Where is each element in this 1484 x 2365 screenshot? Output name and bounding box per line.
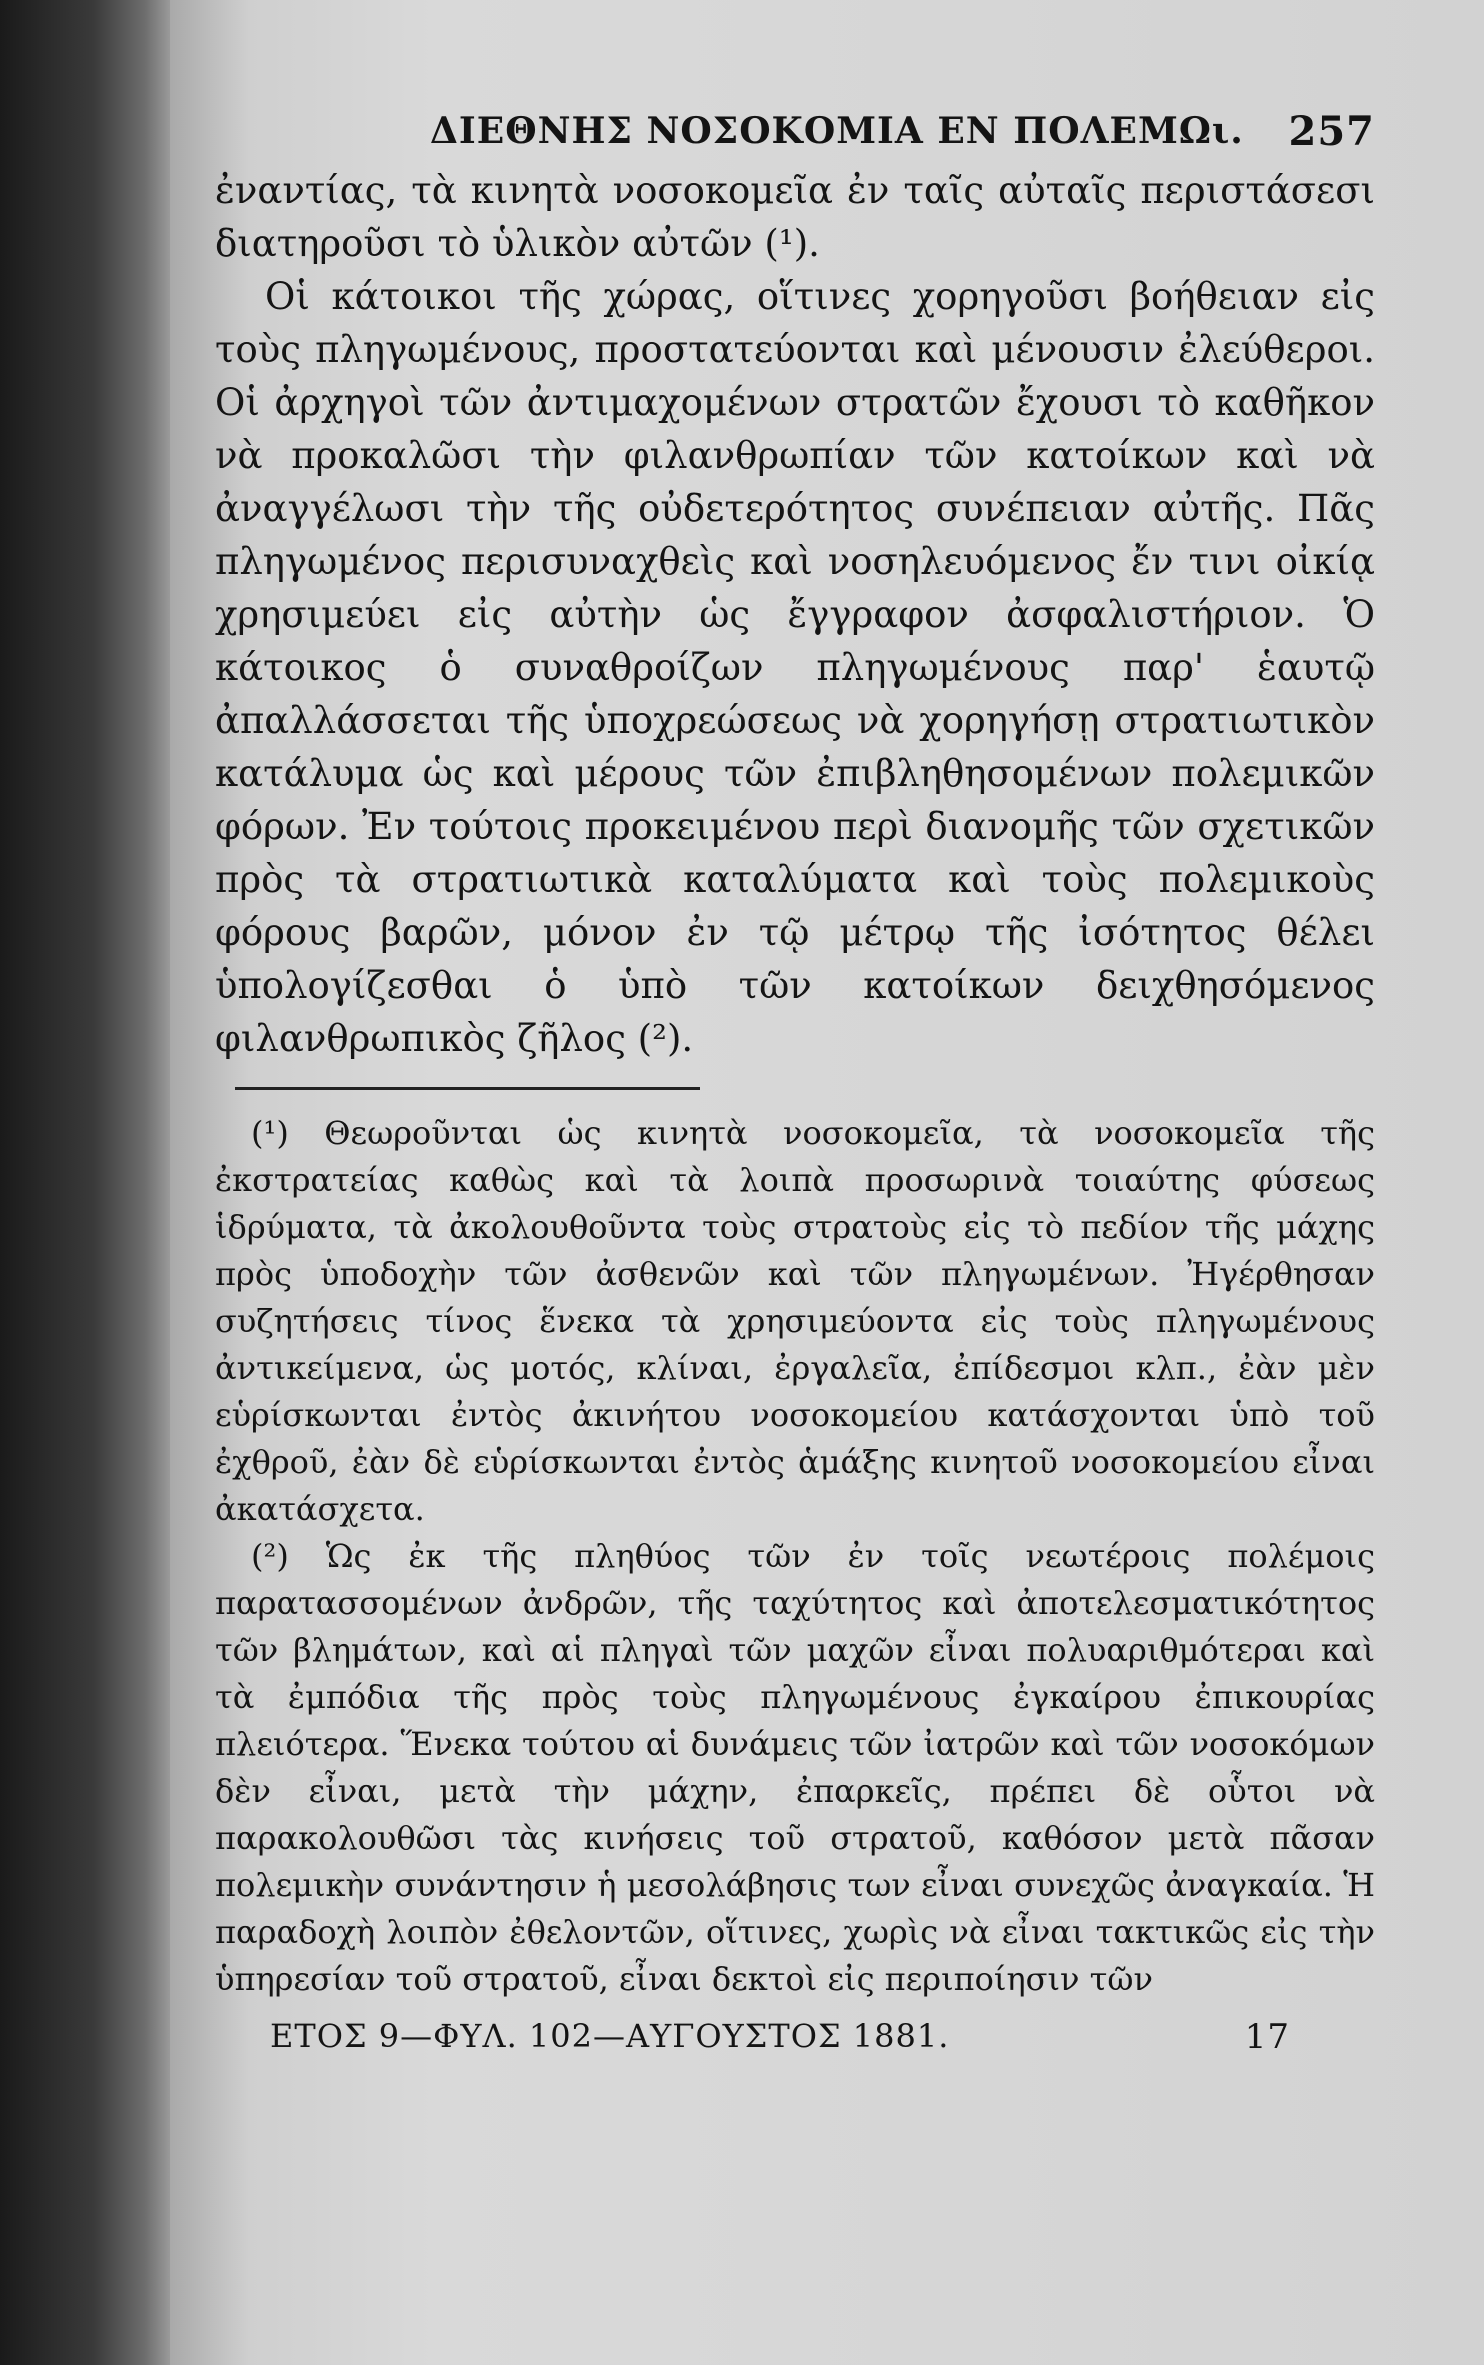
footnote: (¹) Θεωροῦνται ὡς κινητὰ νοσοκομεῖα, τὰ νοσοκομεῖα τῆς ἐκστρατείας καθὼς καὶ τὰ λοιπὰ προσωρινὰ τοιαύτης φύσεως ἱδρύματα, τὰ ἀκολουθοῦντα τοὺς στρατοὺς εἰς τὸ πεδίον τῆς μάχης πρὸς ὑποδοχὴν τῶν ἀσθενῶν καὶ τῶν πληγωμένων. Ἠγέρθησαν συζητήσεις τίνος ἕνεκα τὰ χρησιμεύοντα εἰς τοὺς πληγωμένους ἀντικείμενα, ὡς μοτός, κλίναι, ἐργαλεῖα, ἐπίδεσμοι κλπ., ἐὰν μὲν εὑρίσκωνται ἐντὸς ἀκινήτου νοσοκομείου κατάσχονται ὑπὸ τοῦ ἐχθροῦ, ἐὰν δὲ εὑρίσκωνται ἐντὸς ἁμάξης κινητοῦ νοσοκομείου εἶναι ἀκατάσχετα. <box>215 1114 1375 1528</box>
running-title: ΔΙΕΘΝΗΣ ΝΟΣΟΚΟΜΙΑ ΕΝ ΠΟΛΕΜΩι. <box>430 110 1244 152</box>
text-block <box>215 100 1375 2067</box>
signature-line: ΕΤΟΣ 9—ΦΥΛ. 102—ΑΥΓΟΥΣΤΟΣ 1881. <box>270 2017 950 2055</box>
footnote: (²) Ὡς ἐκ τῆς πληθύος τῶν ἐν τοῖς νεωτέροις πολέμοις παρατασσομένων ἀνδρῶν, τῆς ταχύτητος καὶ ἀποτελεσματικότητος τῶν βλημάτων, καὶ αἱ πληγαὶ τῶν μαχῶν εἶναι πολυαριθμότεραι καὶ τὰ ἐμπόδια τῆς πρὸς τοὺς πληγωμένους ἐγκαίρου ἐπικουρίας πλειότερα. Ἕνεκα τούτου αἱ δυνάμεις τῶν ἰατρῶν καὶ τῶν νοσοκόμων δὲν εἶναι, μετὰ τὴν μάχην, ἐπαρκεῖς, πρέπει δὲ οὗτοι νὰ παρακολουθῶσι τὰς κινήσεις τοῦ στρατοῦ, καθόσον μετὰ πᾶσαν πολεμικὴν συνάντησιν ἡ μεσολάβησις των εἶναι συνεχῶς ἀναγκαία. Ἡ παραδοχὴ λοιπὸν ἐθελοντῶν, οἵτινες, χωρὶς νὰ εἶναι τακτικῶς εἰς τὴν ὑπηρεσίαν τοῦ στρατοῦ, εἶναι δεκτοὶ εἰς περιποίησιν τῶν <box>215 1537 1375 1998</box>
paragraph: Οἱ κάτοικοι τῆς χώρας, οἵτινες χορηγοῦσι βοήθειαν εἰς τοὺς πληγωμένους, προστατεύονται καὶ μένουσιν ἐλεύθεροι. Οἱ ἀρχηγοὶ τῶν ἀντιμαχομένων στρατῶν ἔχουσι τὸ καθῆκον νὰ προκαλῶσι τὴν φιλανθρωπίαν τῶν κατοίκων καὶ νὰ ἀναγγέλωσι τὴν τῆς οὐδετερότητος συνέπειαν αὐτῆς. Πᾶς πληγωμένος περισυναχθεὶς καὶ νοσηλευόμενος ἔν τινι οἰκίᾳ χρησιμεύει εἰς αὐτὴν ὡς ἔγγραφον ἀσφαλιστήριον. Ὁ κάτοικος ὁ συναθροίζων πληγωμένους παρ' ἑαυτῷ ἀπαλλάσσεται τῆς ὑποχρεώσεως νὰ χορηγήσῃ στρατιωτικὸν κατάλυμα ὡς καὶ μέρους τῶν ἐπιβληθησομένων πολεμικῶν φόρων. Ἐν τούτοις προκειμένου περὶ διανομῆς τῶν σχετικῶν πρὸς τὰ στρατιωτικὰ καταλύματα καὶ τοὺς πολεμικοὺς φόρους βαρῶν, μόνον ἐν τῷ μέτρῳ τῆς ἰσότητος θέλει ὑπολογίζεσθαι ὁ ὑπὸ τῶν κατοίκων δειχθησόμενος φιλανθρωπικὸς ζῆλος (²). <box>215 275 1375 1060</box>
book-page <box>170 0 1484 2365</box>
main-text <box>215 164 1375 1065</box>
binding-gutter <box>0 0 170 2365</box>
footnote-rule <box>235 1087 700 1090</box>
footnotes <box>215 1110 1375 2003</box>
paragraph: ἐναντίας, τὰ κινητὰ νοσοκομεῖα ἐν ταῖς αὐταῖς περιστάσεσι διατηροῦσι τὸ ὑλικὸν αὐτῶν (¹). <box>215 169 1375 265</box>
signature-number: 17 <box>1244 2017 1290 2057</box>
page-number: 257 <box>1288 108 1375 155</box>
page-footer <box>215 2017 1375 2067</box>
running-head <box>215 100 1375 164</box>
